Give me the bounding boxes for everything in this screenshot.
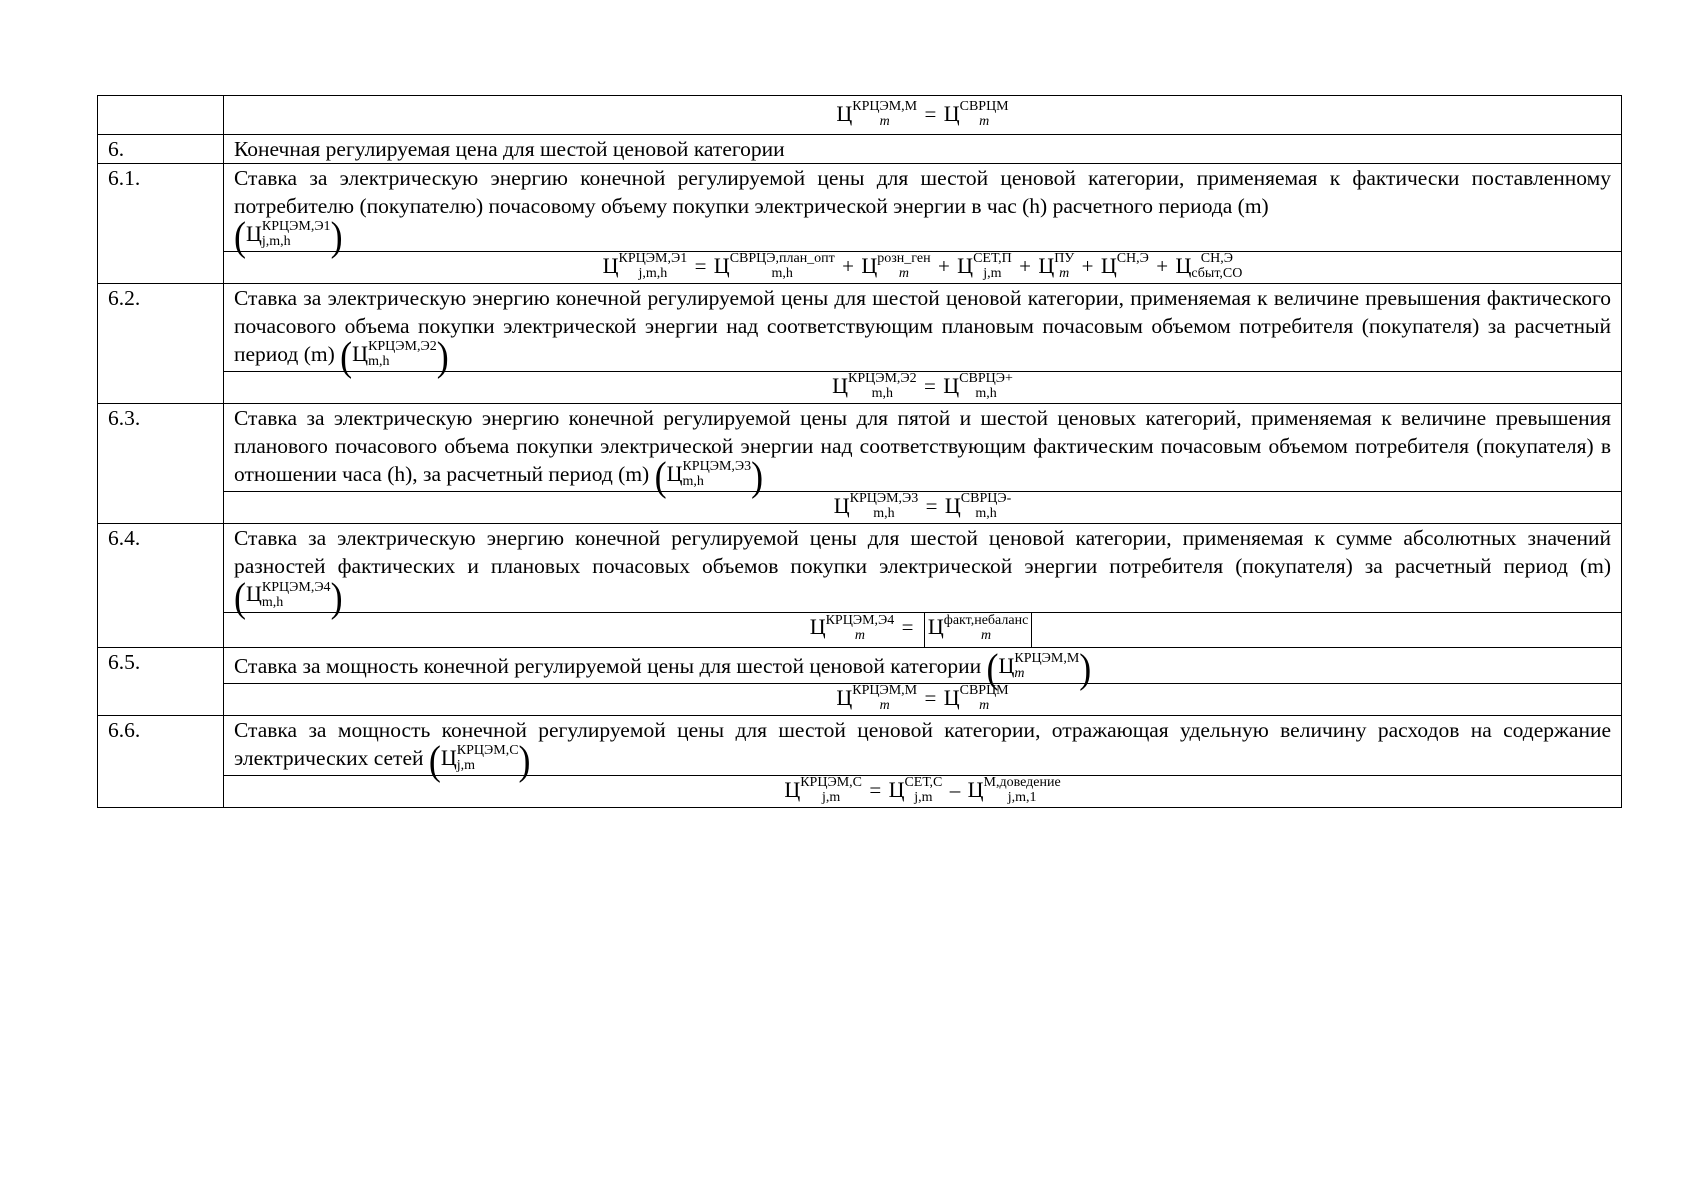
price-symbol: Ц <box>809 614 826 640</box>
sub-superscript <box>904 774 943 807</box>
price-symbol: Ц <box>943 684 960 710</box>
price-symbol: Ц <box>833 493 850 519</box>
math-operator: = <box>925 494 938 519</box>
formula-expression <box>340 333 449 380</box>
table-row <box>98 96 1622 135</box>
subscript: j,m <box>456 757 476 773</box>
superscript: СН,Э <box>1116 251 1149 267</box>
superscript: КРЦЭМ,Э3 <box>682 459 752 475</box>
superscript: КРЦЭМ,Э4 <box>825 612 895 628</box>
sub-superscript <box>877 253 930 283</box>
subscript: m,h <box>871 386 894 402</box>
table-row <box>98 252 1622 284</box>
row-number <box>98 96 224 135</box>
formula-6-3 <box>224 492 1622 524</box>
sub-superscript <box>1054 253 1074 283</box>
formula-expression <box>428 736 531 783</box>
parenthesis: ) <box>330 573 343 620</box>
formula-top <box>224 96 1622 135</box>
table-row <box>98 715 1622 775</box>
superscript: СВРЦЭ- <box>960 491 1012 507</box>
formula-expression <box>654 453 764 500</box>
price-symbol: Ц <box>713 253 730 279</box>
sub-superscript <box>983 774 1061 807</box>
text-span: Ставка за электрическую энергию конечной регулируемой цены для шестой ценовой категории, применяемая к сумме абсолютных значений разностей фактических и плановых почасовых объемов покупки электрической энергии потребителя (покупателя) за расчетный период (m) <box>234 526 1611 579</box>
math-operator: + <box>1019 254 1031 279</box>
table-row <box>98 524 1622 612</box>
price-symbol: Ц <box>943 373 960 399</box>
price-symbol: Ц <box>861 253 878 279</box>
parenthesis: ) <box>518 736 531 783</box>
formula-expression <box>784 774 1061 805</box>
table-row <box>98 683 1622 715</box>
superscript: СВРЦМ <box>959 99 1009 115</box>
parenthesis: ( <box>340 333 353 380</box>
formula-expression <box>833 491 1012 522</box>
row-number: 6.6. <box>98 715 224 807</box>
price-symbol: Ц <box>944 493 961 519</box>
price-symbol: Ц <box>246 221 262 247</box>
superscript: КРЦЭМ,Э1 <box>618 251 688 267</box>
math-operator: = <box>924 685 937 710</box>
row-number: 6. <box>98 135 224 164</box>
sub-superscript <box>973 253 1012 283</box>
sub-superscript <box>800 774 862 807</box>
parenthesis: ( <box>234 573 246 620</box>
sub-superscript <box>959 682 1009 715</box>
row-number: 6.1. <box>98 164 224 284</box>
subscript: m,h <box>261 594 284 610</box>
subscript: m <box>854 627 865 643</box>
subscript: j,m,1 <box>1007 789 1037 805</box>
superscript: СН,Э <box>1200 251 1233 267</box>
parenthesis: ) <box>436 333 449 380</box>
row-number: 6.5. <box>98 647 224 715</box>
parenthesis: ) <box>751 453 764 500</box>
superscript: ПУ <box>1054 251 1075 267</box>
math-operator: + <box>1081 254 1094 279</box>
subscript: m,h <box>873 506 895 522</box>
math-operator: – <box>949 777 961 802</box>
sub-superscript <box>1117 253 1149 283</box>
math-operator: = <box>694 254 707 279</box>
sub-superscript <box>959 373 1013 403</box>
subscript: m,h <box>682 474 704 490</box>
price-symbol: Ц <box>440 744 457 770</box>
subscript: m <box>980 627 992 643</box>
sub-superscript <box>848 373 917 403</box>
price-symbol: Ц <box>832 373 848 399</box>
subscript: j,m,h <box>638 266 668 282</box>
price-symbol: Ц <box>352 341 369 367</box>
parenthesis: ) <box>330 213 343 260</box>
formula-expression <box>234 213 343 260</box>
formula-6-5 <box>224 683 1622 715</box>
sub-superscript <box>852 101 917 131</box>
math-operator: + <box>1156 254 1169 279</box>
section-title: Конечная регулируемая цена для шестой ценовой категории <box>224 135 1622 164</box>
sub-superscript <box>261 579 331 612</box>
sub-superscript <box>682 461 751 491</box>
math-operator: = <box>901 615 914 640</box>
price-symbol: Ц <box>998 652 1015 678</box>
superscript: КРЦЭМ,М <box>852 99 918 115</box>
table-row <box>98 372 1622 404</box>
formula-expression <box>836 682 1009 713</box>
math-operator: + <box>842 254 855 279</box>
subscript: m,h <box>368 354 390 370</box>
price-symbol: Ц <box>1100 253 1117 279</box>
superscript: КРЦЭМ,Э2 <box>368 339 437 355</box>
parenthesis: ( <box>234 213 246 260</box>
subscript: m <box>979 114 990 130</box>
superscript: М,доведение <box>983 774 1061 790</box>
superscript: СВРЦЭ+ <box>959 371 1013 387</box>
price-symbol: Ц <box>784 776 801 802</box>
subscript: j,m <box>983 266 1002 282</box>
price-symbol: Ц <box>967 776 984 802</box>
subscript: m <box>879 114 890 130</box>
table-row <box>98 164 1622 252</box>
superscript: СВРЦЭ,план_опт <box>729 251 835 267</box>
subscript: m,h <box>975 506 997 522</box>
table-row <box>98 404 1622 492</box>
formula-expression <box>809 612 1036 643</box>
price-symbol: Ц <box>246 581 262 607</box>
price-symbol: Ц <box>888 776 905 802</box>
superscript: КРЦЭМ,Э4 <box>261 579 331 595</box>
price-symbol: Ц <box>836 684 853 710</box>
formula-6-1 <box>224 252 1622 284</box>
formula-expression <box>836 99 1009 130</box>
formula-expression <box>832 371 1013 402</box>
superscript: розн_ген <box>877 251 931 267</box>
sub-superscript <box>456 742 519 775</box>
text-span: Ставка за электрическую энергию конечной регулируемой цены для шестой ценовой категории, применяемая к величине превышения фактического почасового объема покупки электрической энергии над соответствующим плановым почасовым объемом потребителя (покупателя) за расчетный период (m) <box>234 286 1611 367</box>
table-row <box>98 775 1622 807</box>
formula-expression <box>986 644 1092 691</box>
subscript: m <box>979 697 990 713</box>
table-row <box>98 284 1622 372</box>
subscript: m <box>1059 266 1070 282</box>
superscript: КРЦЭМ,Э1 <box>261 219 331 235</box>
table-row <box>98 135 1622 164</box>
sub-superscript <box>1014 650 1080 683</box>
subscript: сбыт,СО <box>1191 266 1243 282</box>
formula-expression <box>602 251 1243 282</box>
row-number: 6.4. <box>98 524 224 647</box>
superscript: КРЦЭМ,М <box>852 682 918 698</box>
sub-superscript <box>960 101 1009 131</box>
superscript: СЕТ,П <box>973 251 1012 267</box>
table-row <box>98 492 1622 524</box>
sub-superscript <box>943 612 1029 645</box>
subscript: j,m,h <box>261 234 291 250</box>
subscript: m <box>879 697 890 713</box>
superscript: КРЦЭМ,С <box>456 742 519 758</box>
subscript: m <box>898 266 909 282</box>
formula-6-4 <box>224 612 1622 647</box>
price-symbol: Ц <box>927 614 944 640</box>
superscript: СЕТ,С <box>904 774 943 790</box>
superscript: КРЦЭМ,М <box>1014 650 1080 666</box>
parenthesis: ( <box>428 736 441 783</box>
abs-bar-left <box>924 613 925 647</box>
sub-superscript <box>730 253 835 283</box>
superscript: КРЦЭМ,С <box>800 774 862 790</box>
math-operator: = <box>869 777 882 802</box>
formula-expression <box>234 573 343 620</box>
row-number: 6.3. <box>98 404 224 524</box>
superscript: СВРЦМ <box>959 682 1009 698</box>
math-operator: + <box>937 254 950 279</box>
row-number: 6.2. <box>98 284 224 404</box>
subscript: j,m <box>821 789 841 805</box>
sub-superscript <box>1191 253 1242 283</box>
subscript: j,m <box>914 789 933 805</box>
math-operator: = <box>924 374 936 399</box>
price-symbol: Ц <box>1175 253 1192 279</box>
parenthesis: ( <box>654 453 667 500</box>
price-symbol: Ц <box>1038 253 1055 279</box>
sub-superscript <box>850 493 919 523</box>
math-operator: = <box>924 102 937 126</box>
sub-superscript <box>961 493 1011 523</box>
subscript: m,h <box>975 386 997 402</box>
superscript: КРЦЭМ,Э2 <box>848 371 917 387</box>
text-span: Ставка за мощность конечной регулируемой цены для шестой ценовой категории, отражающая удельную величину расходов на содержание электрических сетей <box>234 717 1611 770</box>
sub-superscript <box>852 682 918 715</box>
formula-6-2 <box>224 372 1622 404</box>
price-symbol: Ц <box>957 253 974 279</box>
sub-superscript <box>368 341 437 371</box>
parenthesis: ) <box>1079 644 1092 691</box>
text-span: Ставка за электрическую энергию конечной регулируемой цены для пятой и шестой ценовых категорий, применяемая к величине превышения планового почасового объема покупки электрической энергии над соответствующим фактическим почасовым объемом потребителя (покупателя) в отношении часа (h), за расчетный период (m) <box>234 406 1611 487</box>
price-symbol: Ц <box>666 461 683 487</box>
price-symbol: Ц <box>602 253 619 279</box>
superscript: КРЦЭМ,Э3 <box>849 491 919 507</box>
parenthesis: ( <box>986 644 999 691</box>
superscript: факт,небаланс <box>943 612 1029 628</box>
sub-superscript <box>825 612 895 645</box>
sub-superscript <box>262 221 331 251</box>
text-span: Ставка за электрическую энергию конечной регулируемой цены для шестой ценовой категории, применяемая к фактически поставленному потребителю (покупателю) почасовому объему покупки электрической энергии в час (h) расчетного периода (m) <box>234 166 1611 219</box>
tariff-table <box>97 95 1622 808</box>
subscript: m <box>1014 665 1025 681</box>
subscript: m,h <box>771 266 793 282</box>
subscript <box>1117 267 1149 280</box>
table-row <box>98 612 1622 647</box>
text-span: Ставка за мощность конечной регулируемой цены для шестой ценовой категории <box>234 653 982 678</box>
sub-superscript <box>619 253 688 283</box>
price-symbol: Ц <box>836 101 853 126</box>
abs-bar-right <box>1031 613 1032 647</box>
price-symbol: Ц <box>943 101 960 126</box>
table-row <box>98 647 1622 683</box>
